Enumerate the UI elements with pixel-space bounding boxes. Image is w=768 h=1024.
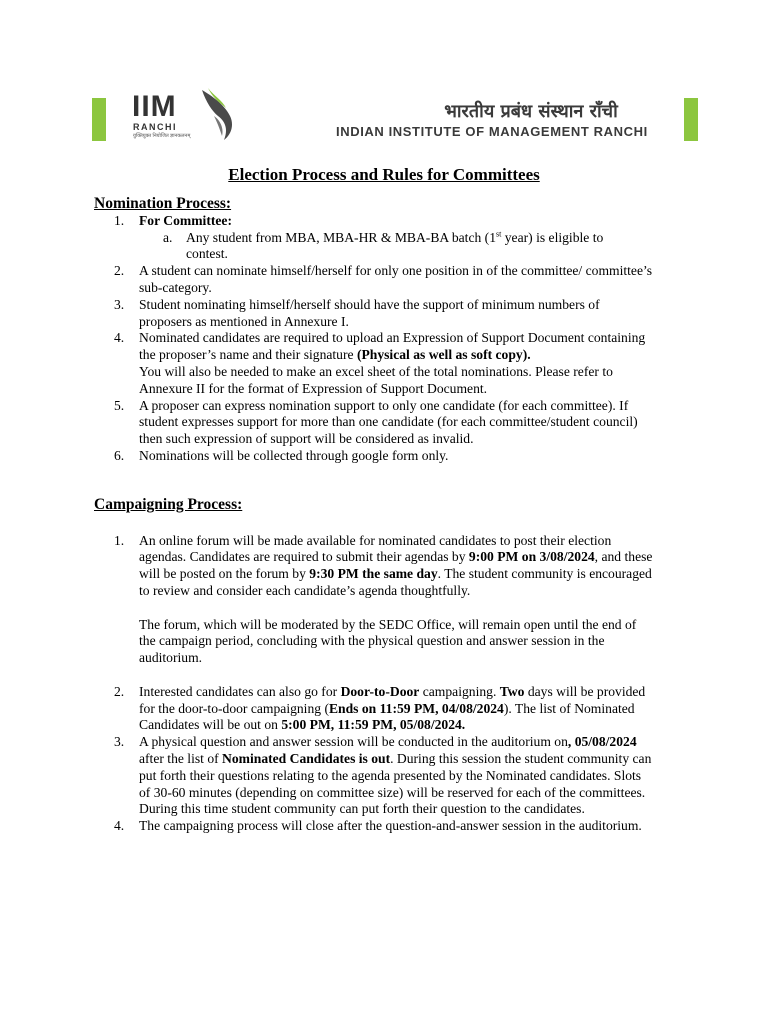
item-text: Student nominating himself/herself should have the support of minimum numbers of proposers as mentioned in Annexure I.	[139, 296, 600, 329]
bird-logo-icon	[198, 86, 240, 142]
list-item	[114, 447, 654, 465]
item-bold-text: (Physical as well as soft copy).	[356, 347, 531, 363]
item-number: 3.	[114, 734, 125, 750]
item-text: The campaigning process will close after the question-and-answer session in the auditorium.	[139, 818, 642, 834]
item-text: ). The list of Nominated Candidates will be out on	[139, 700, 635, 733]
list-item	[114, 296, 654, 331]
header-banner	[92, 86, 698, 142]
item-text: A physical question and answer session will be conducted in the auditorium on	[139, 734, 568, 750]
green-bar-right	[684, 98, 698, 141]
item-text: Any student from MBA, MBA-HR & MBA-BA batch (1	[186, 229, 497, 245]
item-text: An online forum will be made available for nominated candidates to post their election agendas. Candidates are required to submit their agendas by	[139, 532, 612, 565]
document-body	[94, 196, 654, 835]
green-bar-left	[92, 98, 106, 141]
item-text: days will be provided for the door-to-door campaigning (	[139, 683, 646, 716]
list-item	[114, 397, 654, 448]
list-item	[114, 818, 654, 835]
item-text: year) is eligible to contest.	[186, 229, 604, 262]
list-item	[114, 734, 654, 818]
logo-ranchi-text: RANCHI	[133, 122, 177, 132]
item-text: A student can nominate himself/herself for only one position in of the committee/ committee’s sub-category.	[139, 263, 653, 295]
sub-list	[163, 229, 654, 264]
item-number: 4.	[114, 330, 125, 346]
item-bold-text: 9:00 PM on 3/08/2024	[468, 549, 595, 565]
list-item	[114, 263, 654, 297]
item-text: A proposer can express nomination support to only one candidate (for each committee). If student expresses support for more than one candidate (for each committee/student council) then such expression of support will be considered as invalid.	[139, 397, 638, 447]
item-number: 3.	[114, 296, 125, 312]
item-bold-text: Two	[499, 683, 525, 699]
item-number: 1.	[114, 532, 125, 548]
list-item	[114, 683, 654, 734]
item-number: 2.	[114, 263, 125, 279]
nomination-heading: Nomination Process:	[94, 195, 232, 212]
item-text: . During this session the student community can put forth their questions relating to the agenda presented by the Nominated candidates. Slots of 30-60 minutes (depending on committee size) will be reserved for each of the committees. During this time student community can put forth their question to the candidates.	[139, 750, 652, 817]
for-committee-label: For Committee:	[139, 212, 232, 228]
list-item	[163, 229, 654, 264]
campaigning-list	[114, 532, 654, 835]
campaigning-heading: Campaigning Process:	[94, 495, 243, 513]
logo-tagline: युक्तियुक्त नियोजित ज्ञानकलनम्	[133, 133, 191, 139]
item-number: 4.	[114, 818, 125, 834]
item-paragraph: The forum, which will be moderated by the SEDC Office, will remain open until the end of the campaign period, concluding with the physical question and answer session in the auditorium.	[139, 616, 637, 666]
logo-iim-text: IIM	[132, 90, 177, 123]
hindi-institute-name: भारतीय प्रबंध संस्थान राँची	[444, 101, 618, 122]
item-text: campaigning.	[419, 683, 500, 699]
iim-ranchi-logo	[132, 86, 242, 142]
item-text: Nominations will be collected through google form only.	[139, 447, 449, 463]
item-bold-text: , 05/08/2024	[567, 734, 637, 750]
nomination-list	[114, 212, 654, 465]
item-bold-text: Nominated Candidates is out	[222, 750, 391, 766]
item-bold-text: 9:30 PM the same day	[309, 566, 438, 582]
list-item	[114, 532, 654, 684]
item-text: Interested candidates can also go for	[139, 683, 341, 699]
item-bold-text: Door-to-Door	[340, 683, 420, 699]
list-item	[114, 330, 654, 397]
item-text: . The student community is encouraged to review and consider each candidate’s agenda thoughtfully.	[139, 566, 652, 598]
item-number: 6.	[114, 447, 125, 463]
item-text: after the list of	[139, 750, 223, 766]
item-bold-text: 5:00 PM, 11:59 PM, 05/08/2024.	[281, 717, 466, 733]
item-number: 2.	[114, 683, 125, 699]
item-number: 1.	[114, 212, 125, 228]
item-text: Nominated candidates are required to upload an Expression of Support Document containing the proposer’s name and their signature	[139, 330, 646, 363]
item-text: , and these will be posted on the forum by	[139, 549, 653, 582]
document-title: Election Process and Rules for Committees	[228, 165, 540, 184]
item-text: You will also be needed to make an excel sheet of the total nominations. Please refer to Annexure II for the format of Expression of Support Document.	[139, 363, 613, 396]
english-institute-name: INDIAN INSTITUTE OF MANAGEMENT RANCHI	[336, 124, 648, 139]
item-number: 5.	[114, 397, 125, 413]
superscript: st	[496, 229, 502, 239]
item-bold-text: Ends on 11:59 PM, 04/08/2024	[328, 700, 504, 716]
item-letter: a.	[163, 229, 173, 245]
list-item	[114, 212, 654, 263]
